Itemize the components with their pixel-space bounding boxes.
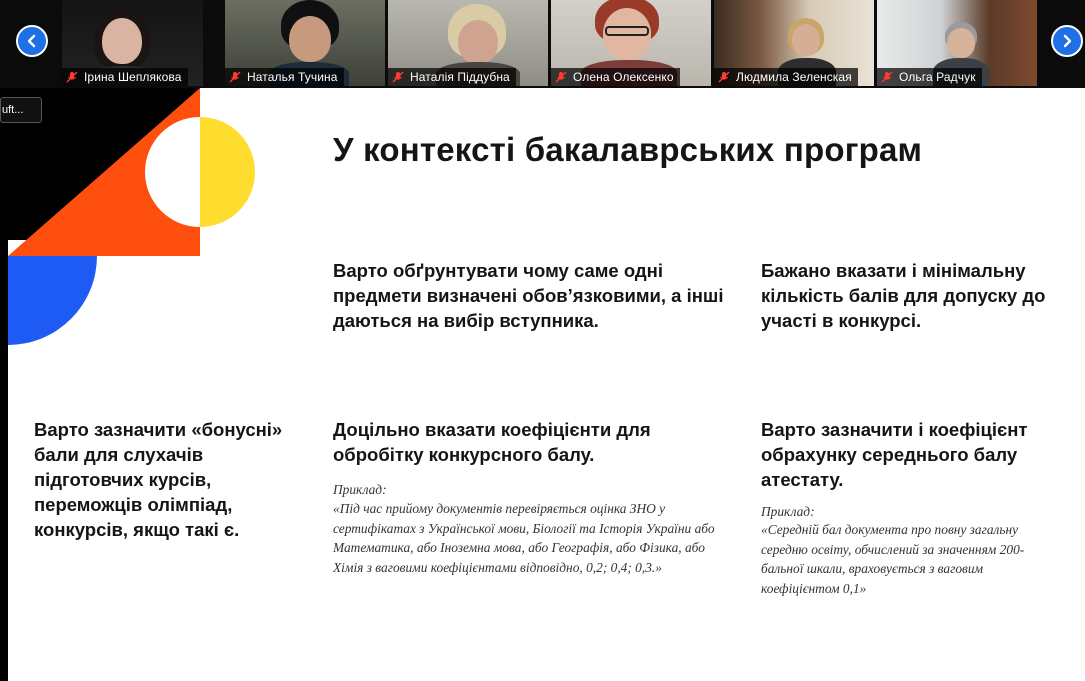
prev-page-button[interactable] bbox=[16, 25, 48, 57]
example-text: «Середній бал документа про повну загальну середню освіту, обчислений за значенням 200-бальної шкали, враховується з ваговим коефіцієнтом 0,1» bbox=[761, 522, 1025, 596]
participant-name: Наталья Тучина bbox=[247, 70, 338, 84]
next-page-button[interactable] bbox=[1051, 25, 1083, 57]
participant-nameplate bbox=[225, 68, 344, 86]
example-label: Приклад: bbox=[333, 482, 387, 497]
text-block-coefficients: Доцільно вказати коефіцієнти для обробітку конкурсного балу. bbox=[333, 419, 651, 465]
participant-nameplate bbox=[388, 68, 516, 86]
example-label: Приклад: bbox=[761, 504, 815, 519]
minimized-window-label: uft... bbox=[2, 104, 24, 116]
participant-tile[interactable] bbox=[388, 0, 548, 86]
chevron-left-icon bbox=[25, 34, 39, 48]
muted-microphone-icon bbox=[718, 71, 730, 83]
minimized-window-chip[interactable] bbox=[0, 97, 42, 123]
chevron-right-icon bbox=[1060, 34, 1074, 48]
slide-title: У контексті бакалаврських програм bbox=[333, 131, 923, 168]
participant-tile[interactable] bbox=[62, 0, 203, 86]
participant-name: Ольга Радчук bbox=[899, 70, 976, 84]
text-block-mandatory-subjects: Варто обґрунтувати чому саме одні предмети визначені обов’язковими, а інші даються на вибір вступника. bbox=[333, 260, 724, 331]
example-text: «Під час прийому документів перевіряється оцінка ЗНО у сертифікатах з Української мови, Біології та Історія України або Математика, або Іноземна мова, або Географія, або Фізика, або Хімія з ваговими коефіцієнтами відповідно, 0,2; 0,4; 0,3.» bbox=[333, 501, 715, 575]
participant-nameplate bbox=[714, 68, 858, 86]
slide-decoration bbox=[8, 88, 268, 358]
video-strip bbox=[0, 0, 1085, 88]
muted-microphone-icon bbox=[229, 71, 241, 83]
participant-tile[interactable] bbox=[714, 0, 874, 86]
text-block-certificate-coefficient: Варто зазначити і коефіцієнт обрахунку середнього балу атестату. bbox=[761, 419, 1028, 490]
muted-microphone-icon bbox=[392, 71, 404, 83]
participant-tile[interactable] bbox=[877, 0, 1037, 86]
participant-name: Ірина Шеплякова bbox=[84, 70, 182, 84]
participant-tile[interactable] bbox=[225, 0, 385, 86]
participant-name: Людмила Зеленская bbox=[736, 70, 852, 84]
text-block-min-score: Бажано вказати і мінімальну кількість балів для допуску до участі в конкурсі. bbox=[761, 260, 1046, 331]
muted-microphone-icon bbox=[66, 71, 78, 83]
muted-microphone-icon bbox=[881, 71, 893, 83]
muted-microphone-icon bbox=[555, 71, 567, 83]
participant-name: Наталія Піддубна bbox=[410, 70, 510, 84]
participant-nameplate bbox=[551, 68, 680, 86]
participant-nameplate bbox=[62, 68, 188, 86]
shared-slide bbox=[8, 88, 1085, 681]
participant-name: Олена Олексенко bbox=[573, 70, 674, 84]
text-block-bonus-points: Варто зазначити «бонусні» бали для слухачів підготовчих курсів, переможців олімпіад, конкурсів, якщо такі є. bbox=[34, 419, 283, 540]
participant-nameplate bbox=[877, 68, 982, 86]
participant-tile[interactable] bbox=[551, 0, 711, 86]
